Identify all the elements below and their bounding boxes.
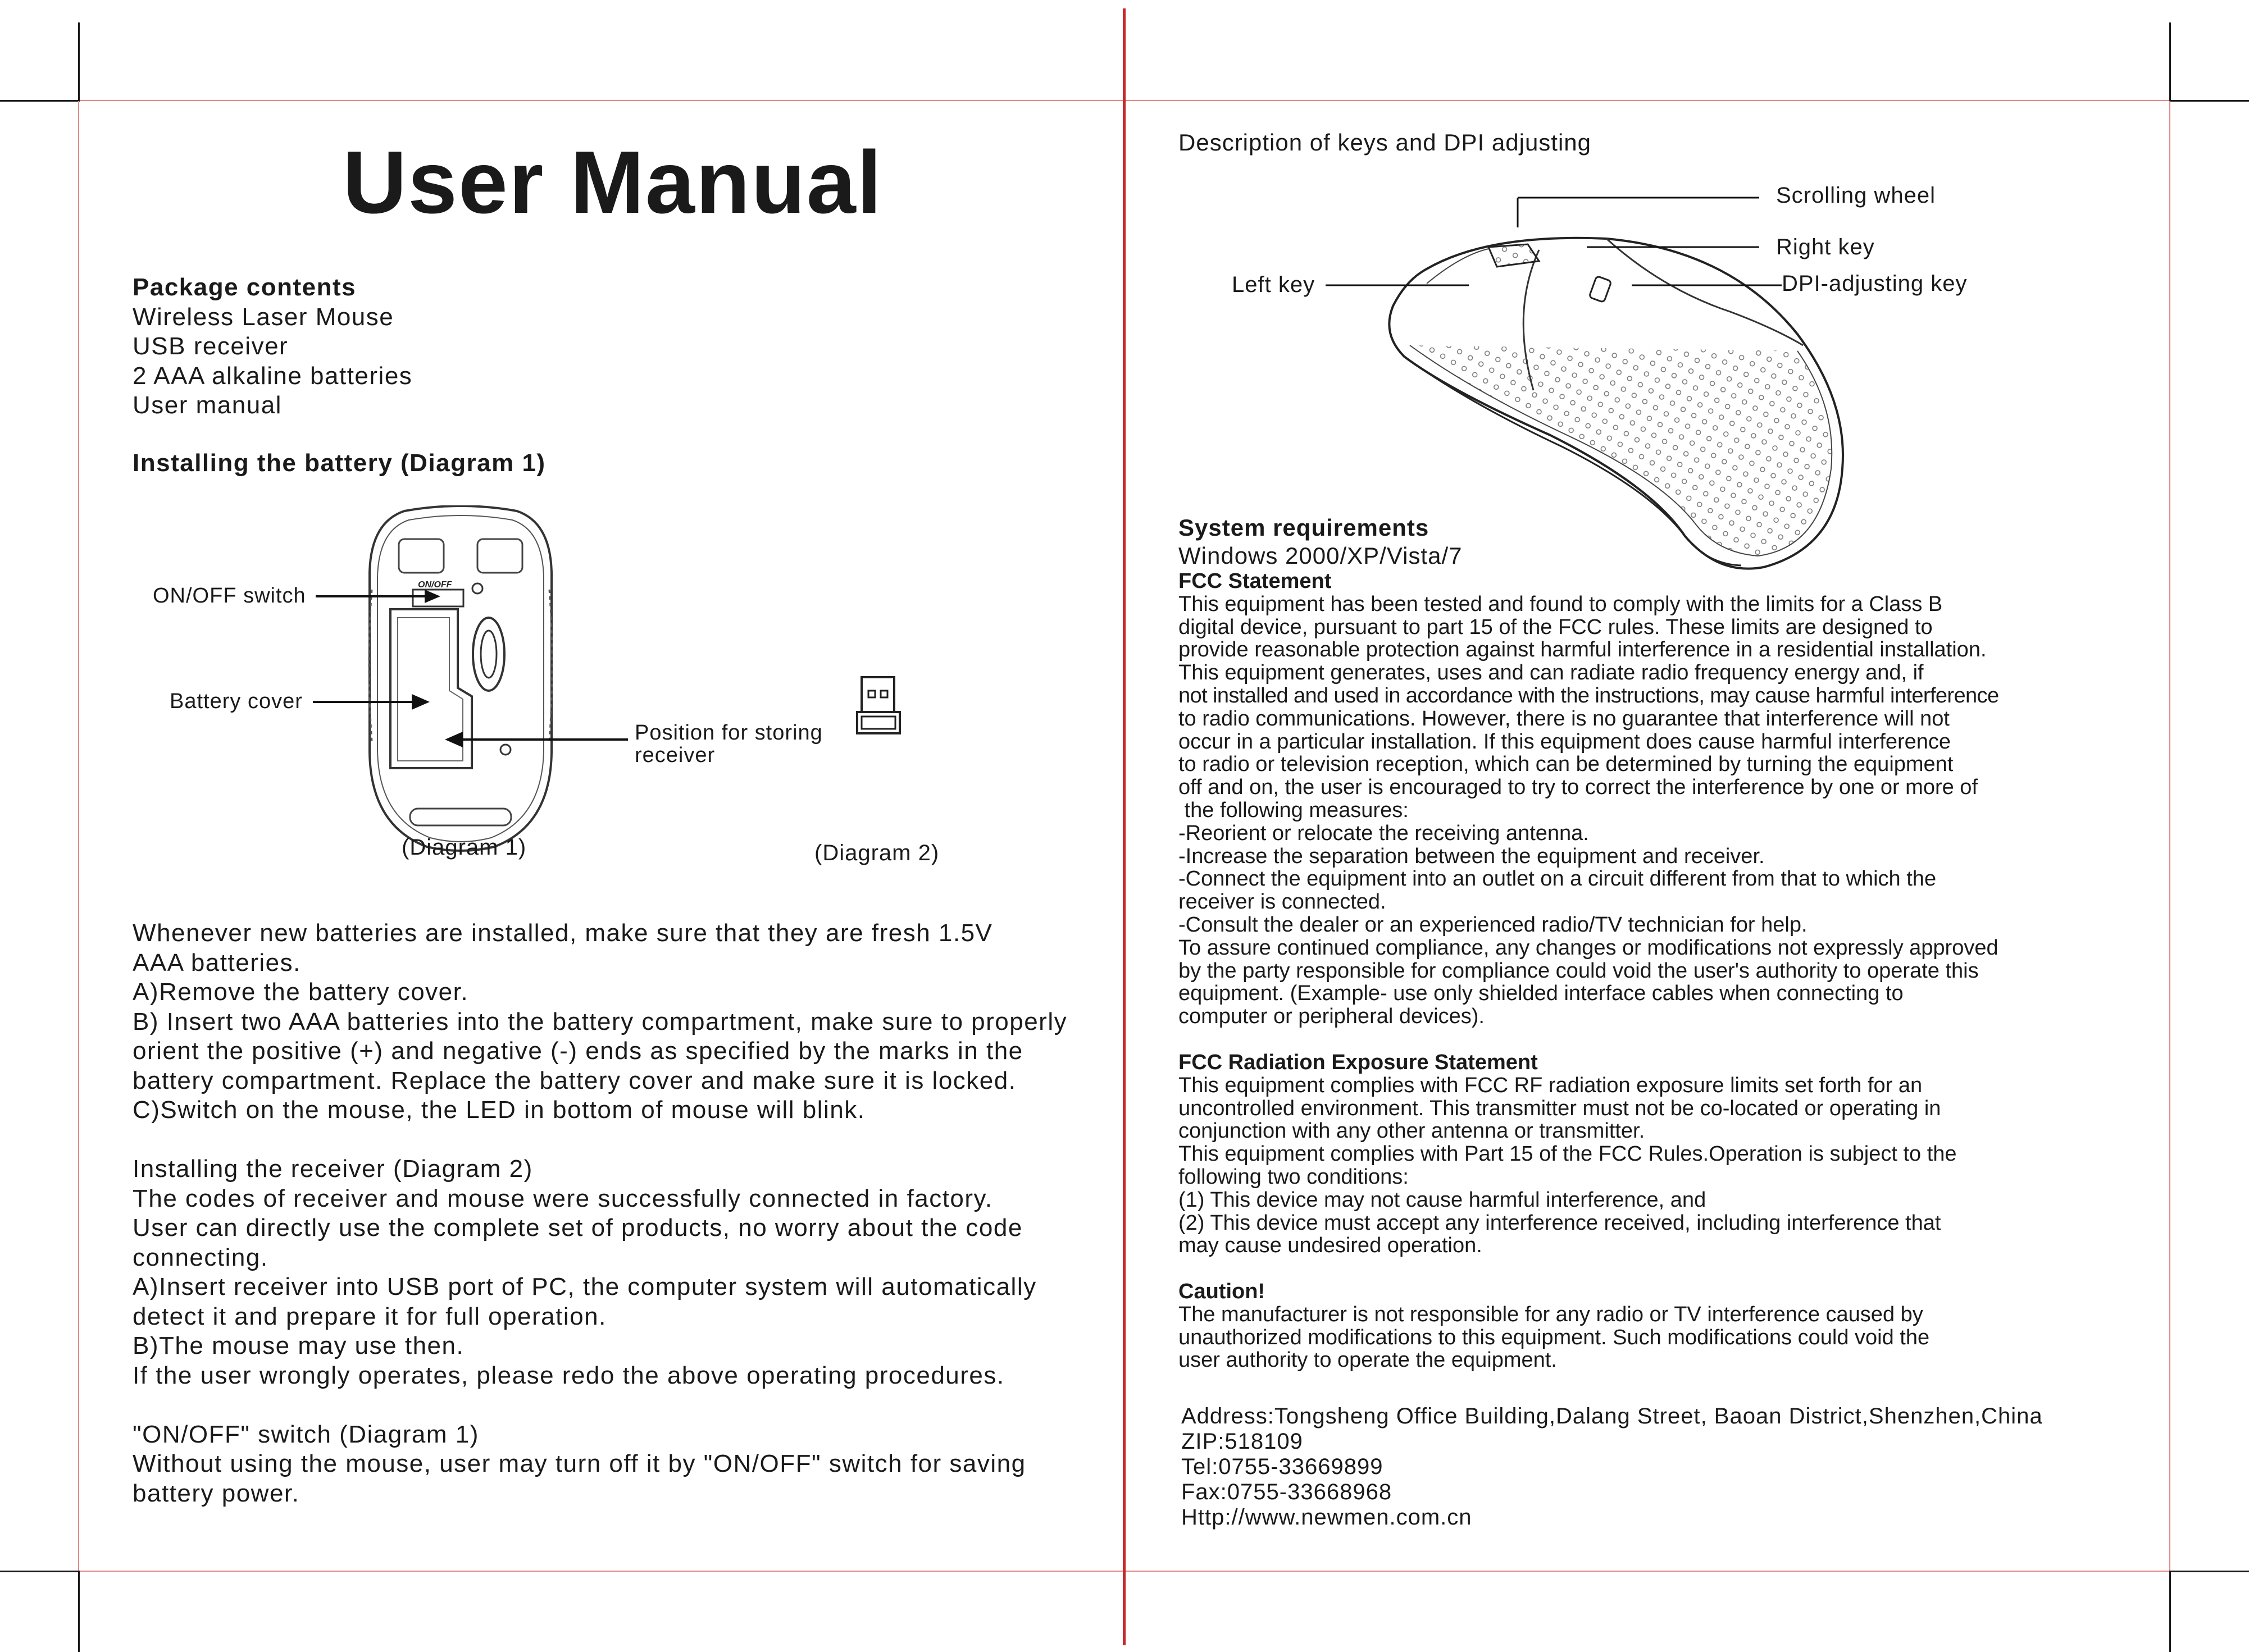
radiation-line: (1) This device may not cause harmful interference, and — [1178, 1188, 1706, 1212]
radiation-line: This equipment complies with Part 15 of the FCC Rules.Operation is subject to the — [1178, 1142, 1957, 1166]
fcc-line: equipment. (Example- use only shielded interface cables when connecting to — [1178, 982, 1904, 1006]
instruction-line: Whenever new batteries are installed, make sure that they are fresh 1.5V — [133, 919, 993, 947]
fcc-line: receiver is connected. — [1178, 890, 1386, 914]
fcc-line: the following measures: — [1178, 798, 1409, 822]
fcc-radiation-statement — [1178, 1051, 2105, 1257]
package-contents — [133, 273, 1110, 421]
radiation-line: uncontrolled environment. This transmitter must not be co-located or operating in — [1178, 1096, 1941, 1120]
instruction-line: "ON/OFF" switch (Diagram 1) — [133, 1420, 479, 1448]
crop-mark-top-right-v — [2169, 22, 2171, 101]
bleed-guide-left — [78, 101, 79, 1571]
right-key-label: Right key — [1776, 235, 1875, 259]
system-heading: System requirements — [1178, 514, 1429, 541]
bleed-guide-right — [2169, 101, 2170, 1571]
instruction-line — [133, 1390, 1110, 1420]
caution-line: The manufacturer is not responsible for any radio or TV interference caused by — [1178, 1302, 1923, 1326]
fcc-line: This equipment generates, uses and can radiate radio frequency energy and, if — [1178, 661, 1924, 685]
fcc-line: occur in a particular installation. If this equipment does cause harmful interference — [1178, 729, 1951, 754]
crop-mark-bottom-right-h — [2169, 1571, 2249, 1572]
fcc-statement — [1178, 570, 2105, 1028]
storing-receiver-label: Position for storing receiver — [635, 721, 823, 767]
instruction-line: battery power. — [133, 1479, 300, 1507]
instruction-line: User can directly use the complete set of products, no worry about the code — [133, 1214, 1023, 1242]
fax-line: Fax:0755-33668968 — [1181, 1480, 1392, 1504]
fold-line — [1123, 8, 1126, 1645]
radiation-line: This equipment complies with FCC RF radiation exposure limits set forth for an — [1178, 1073, 1923, 1097]
instruction-line: The codes of receiver and mouse were successfully connected in factory. — [133, 1184, 993, 1212]
system-requirements — [1178, 514, 1463, 570]
fcc-line: computer or peripheral devices). — [1178, 1005, 1485, 1029]
instruction-line: battery compartment. Replace the battery cover and make sure it is locked. — [133, 1066, 1017, 1094]
instruction-line — [133, 1125, 1110, 1155]
fcc-line: digital device, pursuant to part 15 of the FCC rules. These limits are designed to — [1178, 615, 1933, 639]
scrolling-wheel-label: Scrolling wheel — [1776, 183, 1936, 208]
radiation-line: following two conditions: — [1178, 1165, 1409, 1189]
instruction-line: detect it and prepare it for full operation. — [133, 1302, 607, 1330]
radiation-line: may cause undesired operation. — [1178, 1234, 1482, 1258]
package-item: User manual — [133, 391, 282, 419]
left-key-label: Left key — [1232, 272, 1315, 297]
dpi-key-label: DPI-adjusting key — [1782, 271, 1968, 296]
instruction-line: A)Insert receiver into USB port of PC, the computer system will automatically — [133, 1273, 1037, 1300]
crop-mark-bottom-left-h — [0, 1571, 80, 1572]
instruction-line: B)The mouse may use then. — [133, 1332, 465, 1359]
fcc-line: to radio or television reception, which can be determined by turning the equipment — [1178, 752, 1954, 777]
fcc-line: -Increase the separation between the equipment and receiver. — [1178, 844, 1765, 868]
fcc-line: provide reasonable protection against harmful interference in a residential installation. — [1178, 638, 1987, 662]
crop-mark-top-left-v — [78, 22, 80, 101]
fcc-line: -Reorient or relocate the receiving antenna. — [1178, 821, 1589, 845]
fcc-line: to radio communications. However, there is no guarantee that interference will not — [1178, 706, 1950, 731]
fcc-line: not installed and used in accordance with the instructions, may cause harmful interference — [1178, 683, 1999, 708]
battery-cover-arrow — [312, 690, 435, 718]
onoff-switch-label: ON/OFF switch — [153, 584, 306, 608]
caution-heading: Caution! — [1178, 1280, 1265, 1303]
radiation-heading: FCC Radiation Exposure Statement — [1178, 1051, 1538, 1074]
page-title: User Manual — [343, 133, 883, 232]
keys-heading: Description of keys and DPI adjusting — [1178, 129, 1592, 156]
crop-mark-bottom-left-v — [78, 1571, 80, 1652]
storing-receiver-arrow — [444, 727, 629, 755]
crop-mark-top-left-h — [0, 100, 80, 102]
package-item: USB receiver — [133, 332, 289, 360]
tel-line: Tel:0755-33669899 — [1181, 1454, 1383, 1479]
diagram-1-caption: (Diagram 1) — [402, 835, 527, 860]
fcc-line: by the party responsible for compliance could void the user's authority to operate this — [1178, 959, 1979, 983]
caution-section — [1178, 1280, 2105, 1372]
instruction-line: Without using the mouse, user may turn off it by "ON/OFF" switch for saving — [133, 1450, 1026, 1477]
instruction-line: orient the positive (+) and negative (-) ends as specified by the marks in the — [133, 1037, 1023, 1065]
system-os: Windows 2000/XP/Vista/7 — [1178, 542, 1463, 569]
switch-label: ON/OFF — [418, 580, 452, 590]
zip-line: ZIP:518109 — [1181, 1429, 1303, 1454]
crop-mark-bottom-right-v — [2169, 1571, 2171, 1652]
crop-mark-top-right-h — [2169, 100, 2249, 102]
diagram-2-usb-receiver — [854, 674, 904, 738]
fcc-line: off and on, the user is encouraged to try to correct the interference by one or more of — [1178, 775, 1978, 800]
instruction-line: C)Switch on the mouse, the LED in bottom of mouse will blink. — [133, 1096, 866, 1124]
fcc-line: -Consult the dealer or an experienced radio/TV technician for help. — [1178, 912, 1808, 937]
company-address — [1181, 1404, 2043, 1530]
diagram-1-arrows — [315, 584, 449, 696]
instruction-line: B) Insert two AAA batteries into the battery compartment, make sure to properly — [133, 1007, 1068, 1035]
instruction-line: AAA batteries. — [133, 948, 301, 976]
radiation-line: (2) This device must accept any interference received, including interference that — [1178, 1211, 1941, 1235]
package-item: 2 AAA alkaline batteries — [133, 362, 413, 390]
key-callout-lines — [1326, 185, 2224, 298]
address-line: Address:Tongsheng Office Building,Dalang Street, Baoan District,Shenzhen,China — [1181, 1404, 2043, 1429]
website-link[interactable]: Http://www.newmen.com.cn — [1181, 1505, 1472, 1530]
diagram-2-caption: (Diagram 2) — [814, 841, 940, 865]
instruction-line: If the user wrongly operates, please redo the above operating procedures. — [133, 1361, 1005, 1389]
caution-line: unauthorized modifications to this equipment. Such modifications could void the — [1178, 1325, 1930, 1349]
package-heading: Package contents — [133, 273, 357, 301]
instruction-line: A)Remove the battery cover. — [133, 978, 469, 1006]
battery-heading: Installing the battery (Diagram 1) — [133, 449, 546, 477]
fcc-heading: FCC Statement — [1178, 569, 1332, 593]
instruction-line: connecting. — [133, 1243, 268, 1271]
package-item: Wireless Laser Mouse — [133, 303, 394, 331]
battery-cover-label: Battery cover — [170, 690, 303, 713]
radiation-line: conjunction with any other antenna or transmitter. — [1178, 1119, 1645, 1143]
caution-line: user authority to operate the equipment. — [1178, 1348, 1557, 1372]
instruction-line: Installing the receiver (Diagram 2) — [133, 1155, 533, 1183]
fcc-line: To assure continued compliance, any changes or modifications not expressly approved — [1178, 935, 1998, 960]
fcc-line: This equipment has been tested and found to comply with the limits for a Class B — [1178, 592, 1943, 616]
fcc-line: -Connect the equipment into an outlet on a circuit different from that to which the — [1178, 867, 1937, 891]
instructions — [133, 919, 1110, 1508]
